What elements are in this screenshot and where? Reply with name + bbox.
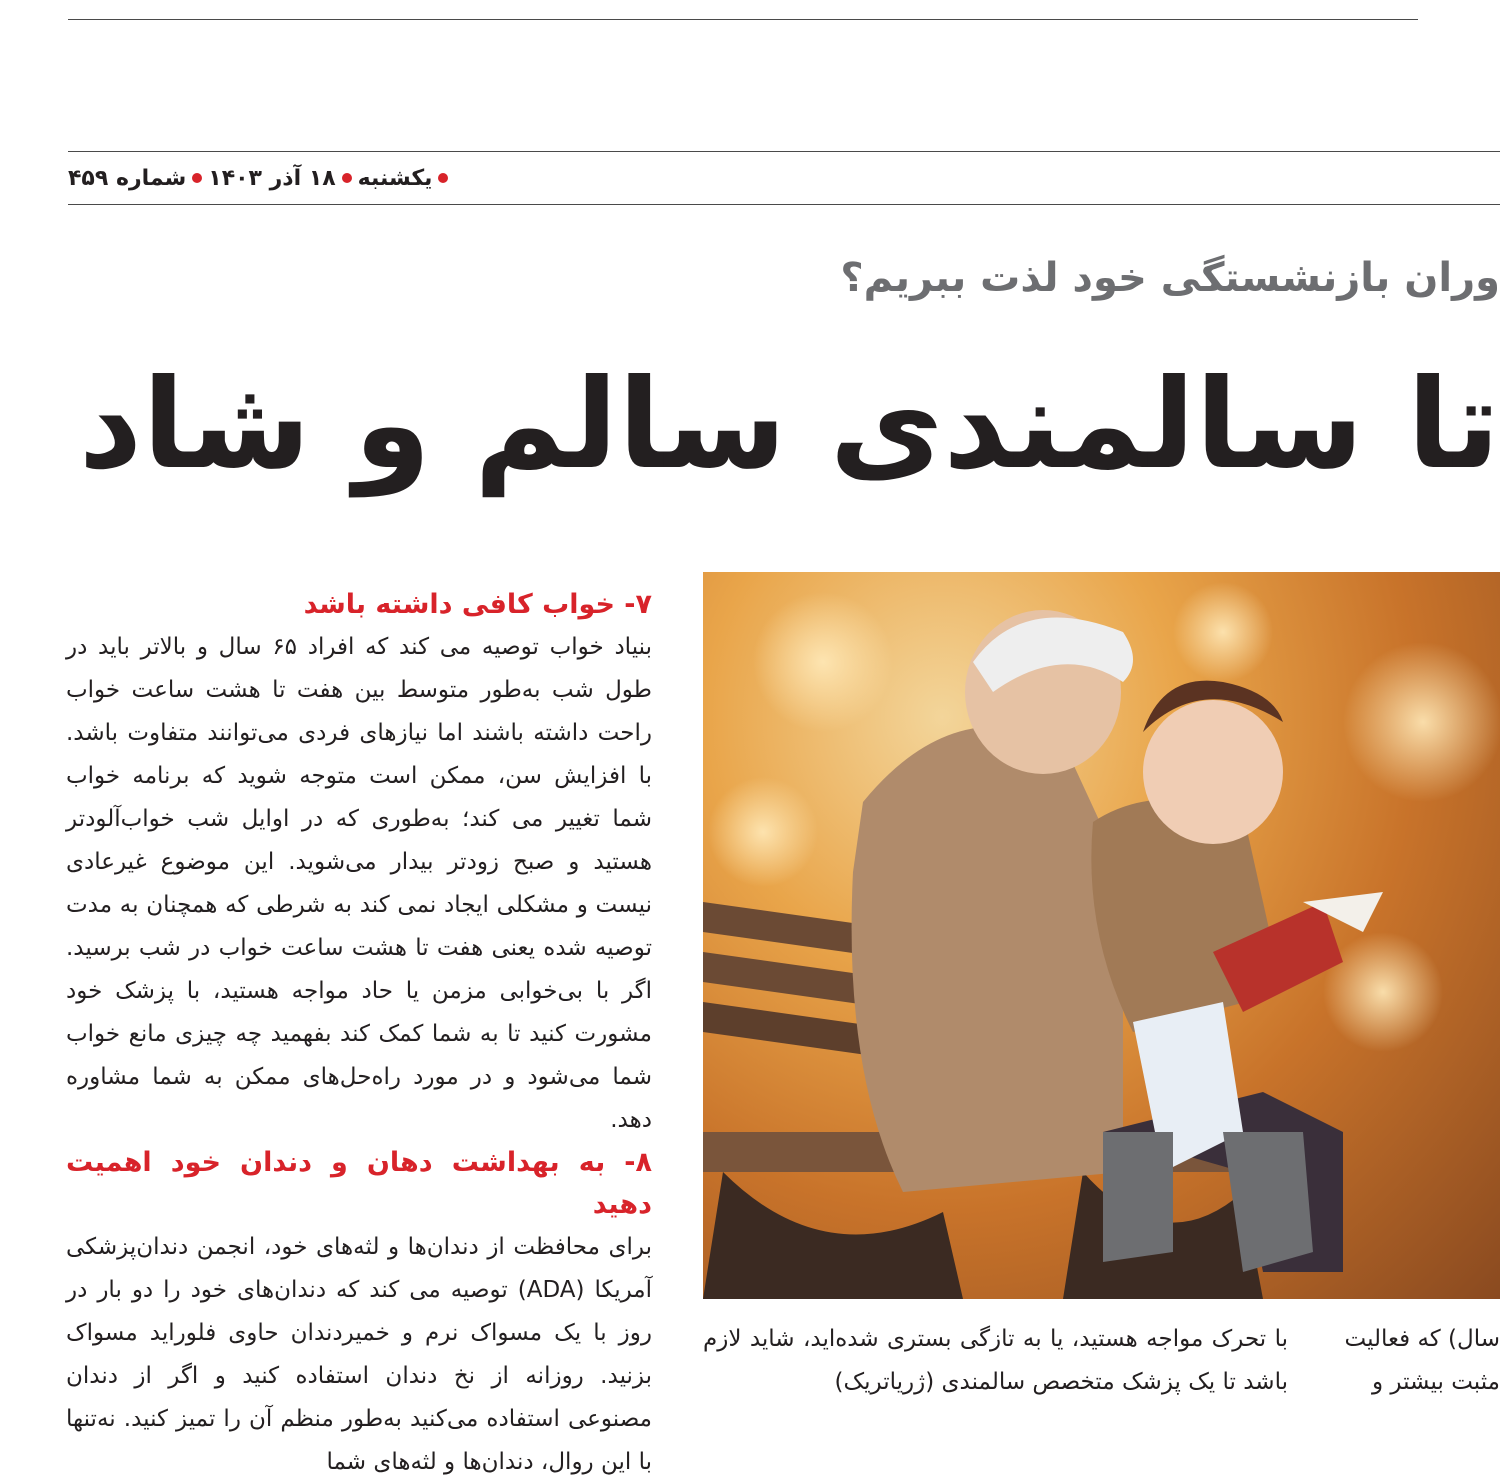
bottom-right-column [1333, 1318, 1500, 1395]
article-column [66, 584, 653, 1475]
bottom-right-column-text: سال) که فعالیت مثبت بیشتر و [1344, 1326, 1500, 1395]
section-8-body: برای محافظت از دندان‌ها و لثه‌های خود، انجمن دندان‌پزشکی آمریکا (ADA) توصیه می کند که دندان‌های خود را دو بار در روز با یک مسواک نرم و خمیردندان حاوی فلوراید مسواک بزنید. روزانه از نخ دندان استفاده کنید و اگر از دندان مصنوعی استفاده می‌کنید به‌طور منظم آن را تمیز کنید. نه‌تنها با این روال، دندان‌ها و لثه‌های شما [66, 1234, 653, 1475]
article-photo [703, 572, 1500, 1299]
header-divider-top [68, 151, 1500, 152]
article-kicker: وران بازنشستگی خود لذت ببریم؟ [840, 255, 1500, 301]
bullet-icon [438, 173, 448, 183]
issue-number: شماره ۴۵۹ [68, 165, 187, 191]
bullet-icon [342, 173, 352, 183]
bottom-column [703, 1318, 1288, 1395]
section-7-body: بنیاد خواب توصیه می کند که افراد ۶۵ سال و بالاتر باید در طول شب به‌طور متوسط بین هفت تا هشت ساعت خواب راحت داشته باشند اما نیازهای فردی می‌توانند متفاوت باشد. با افزایش سن، ممکن است متوجه شوید که برنامه خواب شما تغییر می کند؛ به‌طوری که در اوایل شب خواب‌آلودتر هستید و صبح زودتر بیدار می‌شوید. این موضوع غیرعادی نیست و مشکلی ایجاد نمی کند به شرطی که همچنان به مدت توصیه شده یعنی هفت تا هشت ساعت خواب در شب برسید. اگر با بی‌خوابی مزمن یا حاد مواجه هستید، با پزشک خود مشورت کنید تا به شما کمک کند بفهمید چه چیزی مانع خواب شما می‌شود و در مورد راه‌حل‌های ممکن به شما مشاوره دهد. [66, 634, 652, 1133]
issue-line [68, 158, 448, 198]
header-divider-bottom [68, 204, 1500, 205]
issue-date: ۱۸ آذر ۱۴۰۳ [208, 165, 336, 191]
top-divider [68, 19, 1418, 20]
section-7-title: ۷- خواب کافی داشته باشد [303, 589, 652, 620]
article-headline: تا سالمندی سالم و شاد [78, 353, 1500, 497]
bottom-column-text: با تحرک مواجه هستید، یا به تازگی بستری شده‌اید، شاید لازم باشد تا یک پزشک متخصص سالمندی (ژریاتریک) [703, 1326, 1288, 1395]
photo-elderly-man-and-girl-reading-icon [703, 572, 1500, 1299]
issue-day: یکشنبه [357, 165, 433, 191]
bullet-icon [192, 173, 202, 183]
section-8-title: ۸- به بهداشت دهان و دندان خود اهمیت دهید [66, 1147, 652, 1220]
